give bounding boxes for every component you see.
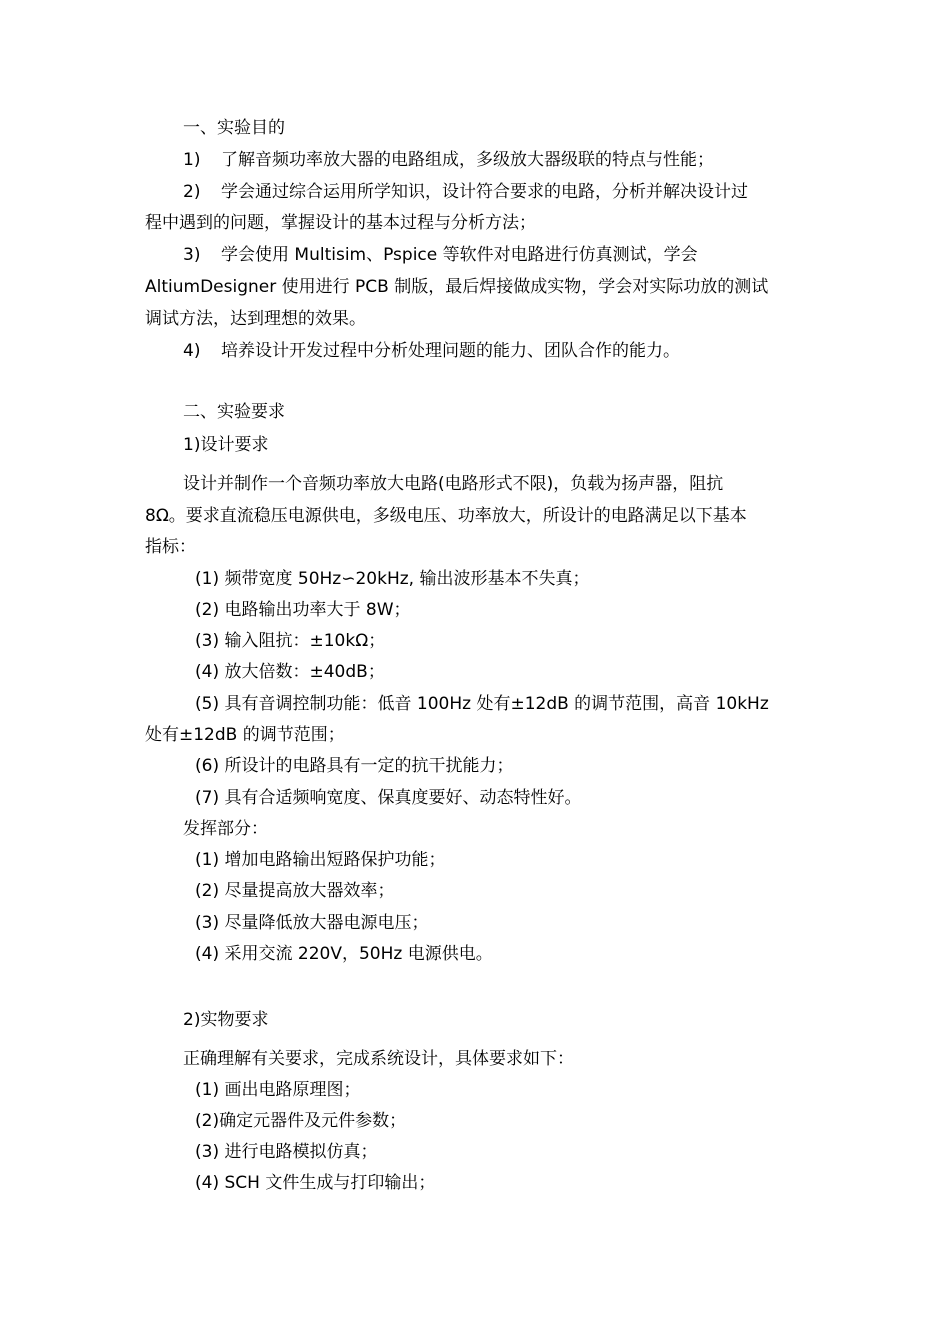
list-text: 培养设计开发过程中分析处理问题的能力、团队合作的能力。 [221,341,680,361]
spec-item-2: (2) 电路输出功率大于 8W； [195,600,411,620]
spec-item-1: (1) 频带宽度 50Hz∽20kHz, 输出波形基本不失真； [195,569,590,589]
purpose-item-3-cont-1: AltiumDesigner 使用进行 PCB 制版，最后焊接做成实物，学会对实际功放的测试 [145,277,769,297]
physical-intro: 正确理解有关要求，完成系统设计，具体要求如下： [183,1049,574,1069]
extra-item-4: (4) 采用交流 220V，50Hz 电源供电。 [195,944,493,964]
purpose-item-2 [183,181,748,203]
spec-item-5-cont: 处有±12dB 的调节范围； [145,725,345,745]
purpose-item-3-cont-2: 调试方法，达到理想的效果。 [145,309,366,329]
physical-item-1: (1) 画出电路原理图； [195,1080,361,1100]
section-heading-requirements: 二、实验要求 [183,402,285,422]
physical-item-4: (4) SCH 文件生成与打印输出； [195,1173,436,1193]
subheading-physical: 2)实物要求 [183,1010,269,1030]
purpose-item-3 [183,244,698,266]
purpose-item-2-cont: 程中遇到的问题，掌握设计的基本过程与分析方法； [145,213,536,233]
purpose-item-4 [183,340,680,362]
subheading-extra: 发挥部分： [183,819,268,839]
extra-item-3: (3) 尽量降低放大器电源电压； [195,913,429,933]
spec-item-7: (7) 具有合适频响宽度、保真度要好、动态特性好。 [195,788,582,808]
list-text: 了解音频功率放大器的电路组成，多级放大器级联的特点与性能； [221,150,714,170]
spec-item-6: (6) 所设计的电路具有一定的抗干扰能力； [195,756,514,776]
spec-item-4: (4) 放大倍数：±40dB； [195,662,385,682]
subheading-design: 1)设计要求 [183,435,269,455]
design-intro-1: 设计并制作一个音频功率放大电路(电路形式不限)，负载为扬声器，阻抗 [183,474,724,494]
extra-item-1: (1) 增加电路输出短路保护功能； [195,850,446,870]
list-text: 学会通过综合运用所学知识，设计符合要求的电路，分析并解决设计过 [221,182,748,202]
extra-item-2: (2) 尽量提高放大器效率； [195,881,395,901]
design-intro-2: 8Ω。要求直流稳压电源供电，多级电压、功率放大，所设计的电路满足以下基本 [145,506,747,526]
purpose-item-1 [183,149,714,171]
section-heading-purpose: 一、实验目的 [183,118,285,138]
spec-item-5: (5) 具有音调控制功能：低音 100Hz 处有±12dB 的调节范围，高音 10kHz [195,694,769,714]
list-number: 3) [183,245,201,265]
physical-item-2: (2)确定元器件及元件参数； [195,1111,407,1131]
spec-item-3: (3) 输入阻抗：±10kΩ； [195,631,386,651]
list-number: 2) [183,182,201,202]
list-number: 1) [183,150,201,170]
list-text: 学会使用 Multisim、Pspice 等软件对电路进行仿真测试，学会 [221,245,698,265]
list-number: 4) [183,341,201,361]
design-intro-3: 指标： [145,537,196,557]
physical-item-3: (3) 进行电路模拟仿真； [195,1142,378,1162]
